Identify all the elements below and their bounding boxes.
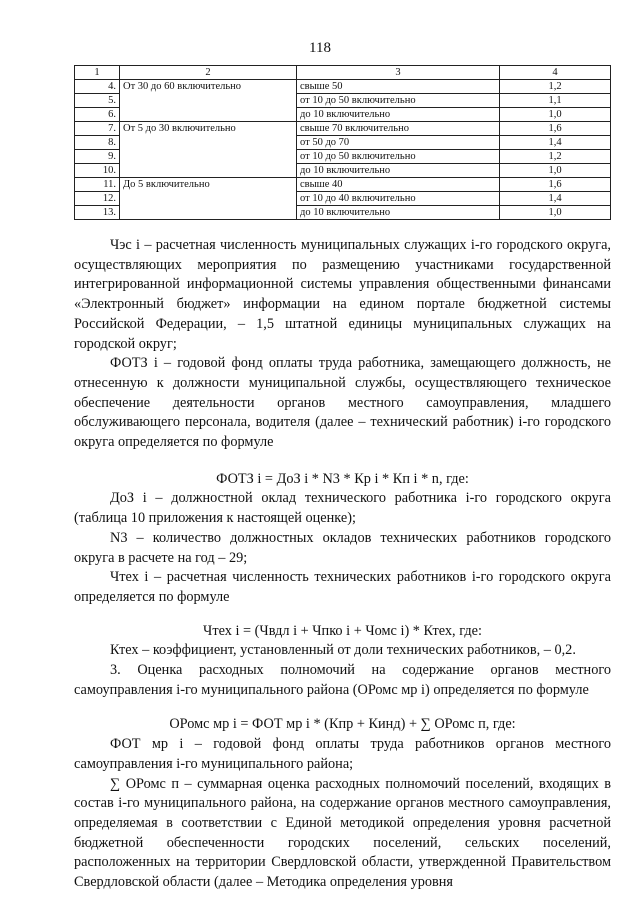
coefficient-cell: 1,4 [500, 192, 611, 206]
table-row [75, 178, 611, 192]
row-number: 5. [75, 94, 120, 108]
coefficient-cell: 1,0 [500, 206, 611, 220]
row-number: 6. [75, 108, 120, 122]
coefficient-cell: 1,0 [500, 108, 611, 122]
table-row [75, 122, 611, 136]
coefficient-table [74, 65, 611, 220]
range-cell: от 10 до 40 включительно [297, 192, 500, 206]
coefficient-cell: 1,2 [500, 80, 611, 94]
range-cell: от 50 до 70 [297, 136, 500, 150]
paragraph-n3: N3 – количество должностных окладов технических работников городского округа в расчете на год – 29; [74, 529, 611, 566]
range-cell: свыше 50 [297, 80, 500, 94]
row-number: 7. [75, 122, 120, 136]
group-cell: От 5 до 30 включительно [120, 122, 297, 178]
row-number: 4. [75, 80, 120, 94]
range-cell: до 10 включительно [297, 206, 500, 220]
group-cell: От 30 до 60 включительно [120, 80, 297, 122]
range-cell: до 10 включительно [297, 164, 500, 178]
row-number: 11. [75, 178, 120, 192]
coefficient-cell: 1,6 [500, 178, 611, 192]
group-cell: До 5 включительно [120, 178, 297, 220]
header-col-4: 4 [500, 66, 611, 80]
coefficient-cell: 1,6 [500, 122, 611, 136]
paragraph-section-3: 3. Оценка расходных полномочий на содержание органов местного самоуправления i-го муниципального района (ОРомс мр i) определяется по формуле [74, 662, 611, 698]
paragraph-ches: Чэс i – расчетная численность муниципальных служащих i-го городского округа, осуществляющих мероприятия по размещению участниками государственной интегрированной информационной системы управления общественными финансами «Электронный бюджет» информации на едином портале бюджетной системы Российской Федерации, – 1,5 штатной единицы муниципальных служащих на городской округ; [74, 237, 611, 352]
document-body [74, 236, 611, 893]
table-body [75, 66, 611, 220]
range-cell: от 10 до 50 включительно [297, 150, 500, 164]
paragraph-fot-mr: ФОТ мр i – годовой фонд оплаты труда работников органов местного самоуправления i-го муниципального района; [74, 736, 611, 772]
paragraph-ktech: Ктех – коэффициент, установленный от доли технических работников, – 0,2. [110, 642, 576, 659]
range-cell: от 10 до 50 включительно [297, 94, 500, 108]
row-number: 10. [75, 164, 120, 178]
row-number: 9. [75, 150, 120, 164]
paragraph-chtech: Чтех i – расчетная численность технических работников i-го городского округа определяется по формуле [74, 569, 611, 605]
range-cell: свыше 40 [297, 178, 500, 192]
paragraph-do3: ДоЗ i – должностной оклад технического работника i-го городского округа (таблица 10 приложения к настоящей оценке); [74, 490, 611, 527]
row-number: 13. [75, 206, 120, 220]
table-header-row [75, 66, 611, 80]
row-number: 8. [75, 136, 120, 150]
header-col-1: 1 [75, 66, 120, 80]
coefficient-cell: 1,2 [500, 150, 611, 164]
coefficient-cell: 1,1 [500, 94, 611, 108]
header-col-2: 2 [120, 66, 297, 80]
paragraph-sum-oroms: ∑ ОРомс п – суммарная оценка расходных полномочий поселений, входящих в состав i-го муниципального района, на содержание органов местного самоуправления, определяемая в соответствии с Единой методикой определения уровня расчетной бюджетной обеспеченности городских поселений, сельских поселений, расположенных на территории Свердловской области, утвержденной Правительством Свердловской области (далее – Методика определения уровня [74, 775, 611, 891]
coefficient-cell: 1,0 [500, 164, 611, 178]
row-number: 12. [75, 192, 120, 206]
formula-oroms: ОРомс мр i = ФОТ мр i * (Кпр + Кинд) + ∑ ОРомс п, где: [169, 716, 516, 733]
formula-chtech: Чтех i = (Чвдл i + Чпко i + Чомс i) * Ктех, где: [203, 622, 482, 639]
coefficient-cell: 1,4 [500, 136, 611, 150]
range-cell: свыше 70 включительно [297, 122, 500, 136]
table-row [75, 80, 611, 94]
paragraph-fot3: ФОТЗ i – годовой фонд оплаты труда работника, замещающего должность, не отнесенную к должности муниципальной службы, осуществляющего техническое обеспечение деятельности органов местного самоуправления, младшего обслуживающего персонала, водителя (далее – технический работник) i-го городского округа определяется по формуле [74, 355, 611, 451]
formula-fot3: ФОТЗ i = ДоЗ i * N3 * Кр i * Кп i * n, где: [216, 470, 469, 487]
range-cell: до 10 включительно [297, 108, 500, 122]
page-number: 118 [309, 40, 331, 56]
header-col-3: 3 [297, 66, 500, 80]
